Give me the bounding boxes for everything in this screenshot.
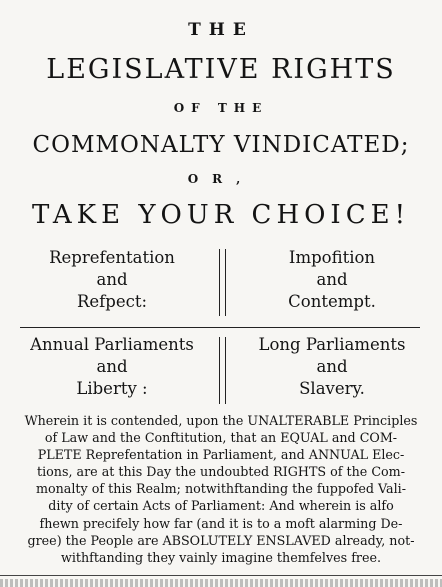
choice-line: Reprefentation — [49, 248, 175, 267]
choice-line: Contempt. — [288, 292, 376, 311]
title-of-the: OF THE — [173, 101, 269, 115]
description-line: PLETE Reprefentation in Parliament, and ANNUAL Elec- — [37, 447, 405, 463]
description-line: fhewn precifely how far (and it is to a moft alarming De- — [39, 515, 403, 531]
horizontal-rule — [20, 327, 420, 328]
title-the: THE — [188, 20, 254, 40]
cropped-text-line — [0, 579, 442, 587]
choice-line: Long Parliaments — [258, 335, 406, 354]
description-line: withftanding they vainly imagine themfelves free. — [60, 549, 382, 565]
choice-line: Impofition — [288, 248, 376, 267]
title-or: OR, — [187, 172, 255, 186]
title-legislative-rights: LEGISLATIVE RIGHTS — [46, 54, 396, 85]
title-take-your-choice: TAKE YOUR CHOICE! — [31, 200, 411, 230]
title-commonalty-vindicated: COMMONALTY VINDICATED; — [32, 132, 410, 158]
choice-line: and — [316, 357, 348, 376]
description-paragraph — [0, 412, 442, 566]
choice-annual-parliaments — [12, 334, 212, 400]
bottom-rule — [0, 575, 442, 576]
choice-line: and — [96, 270, 128, 289]
double-divider-top — [219, 249, 226, 316]
description-line: tions, are at this Day the undoubted RIGHTS of the Com- — [37, 464, 405, 480]
choice-imposition — [232, 247, 432, 313]
choice-line: and — [96, 357, 128, 376]
choice-line: Refpect: — [76, 292, 148, 311]
choice-long-parliaments — [232, 334, 432, 400]
choice-line: and — [316, 270, 348, 289]
double-divider-bottom — [219, 337, 226, 404]
choice-line: Liberty : — [76, 379, 148, 398]
description-line: dity of certain Acts of Parliament: And wherein is alfo — [48, 498, 394, 514]
description-line: of Law and the Conftitution, that an EQUAL and COM- — [44, 430, 398, 446]
description-line: Wherein it is contended, upon the UNALTERABLE Principles — [24, 413, 418, 428]
description-line: gree) the People are ABSOLUTELY ENSLAVED already, not- — [27, 532, 415, 548]
choice-line: Slavery. — [299, 379, 365, 398]
description-line: monalty of this Realm; notwithftanding the fuppofed Vali- — [35, 481, 407, 497]
choice-representation — [12, 247, 212, 313]
choice-line: Annual Parliaments — [30, 335, 194, 354]
